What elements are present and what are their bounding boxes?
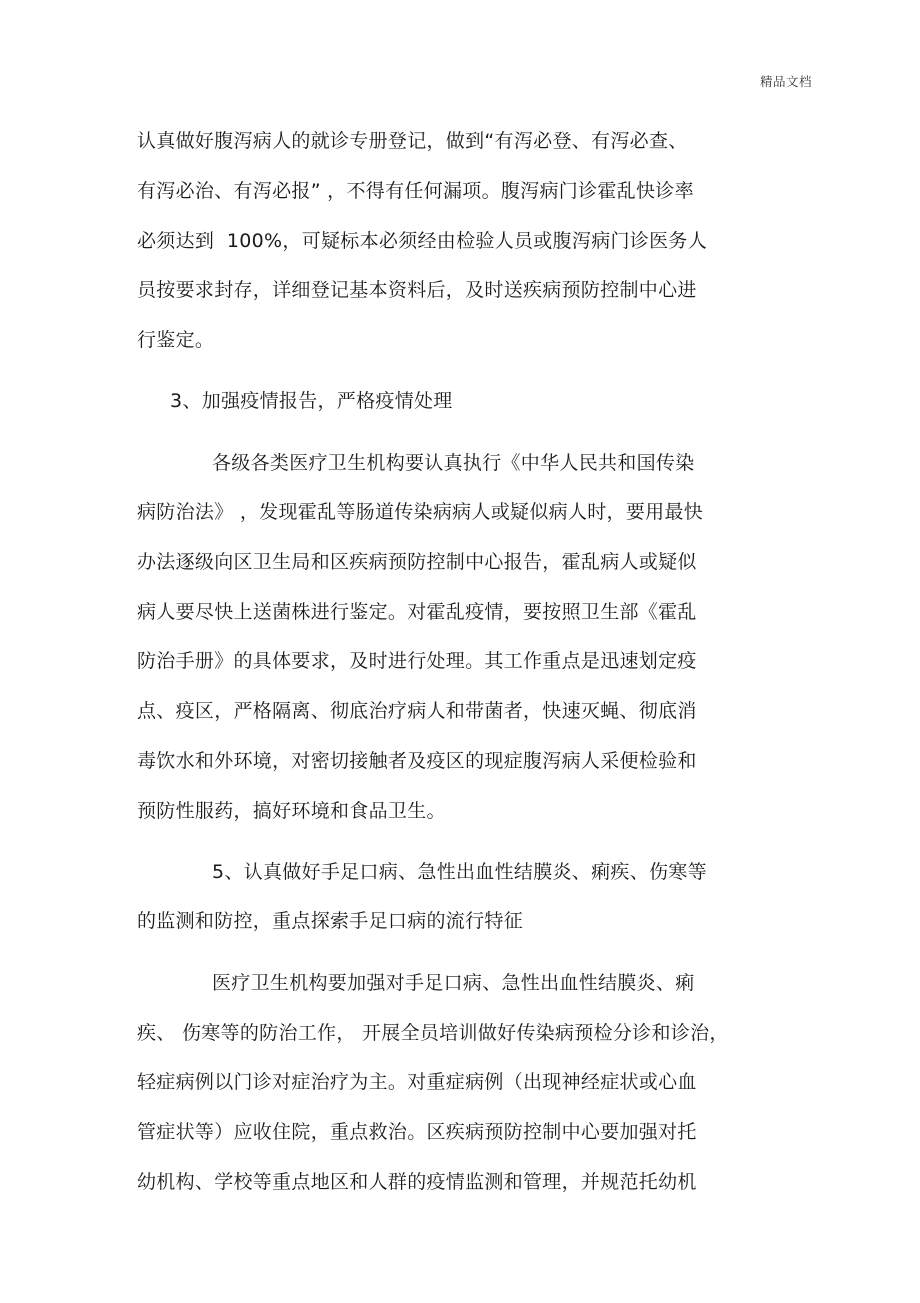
text-line: 医疗卫生机构要加强对手足口病、急性出血性结膜炎、痢 xyxy=(212,972,695,994)
text-line: 轻症病例以门诊对症治疗为主。对重症病例（出现神经症状或心血 xyxy=(137,1071,697,1093)
text-line: 认真做好腹泻病人的就诊专册登记，做到“有泻必登、有泻必查、 xyxy=(137,130,688,152)
text-line: 病人要尽快上送菌株进行鉴定。对霍乱疫情，要按照卫生部《霍乱 xyxy=(137,601,697,623)
section-heading-cont: 的监测和防控，重点探索手足口病的流行特征 xyxy=(137,910,524,932)
section-heading: 5、认真做好手足口病、急性出血性结膜炎、痢疾、伤寒等 xyxy=(212,861,707,883)
text-line: 各级各类医疗卫生机构要认真执行《中华人民共和国传染 xyxy=(212,452,695,474)
text-line: 点、疫区，严格隔离、彻底治疗病人和带菌者，快速灭蝇、彻底消 xyxy=(137,700,697,722)
text-line: 有泻必治、有泻必报” ，不得有任何漏项。腹泻病门诊霍乱快诊率 xyxy=(137,180,694,202)
text-line: 疾、 伤寒等的防治工作， 开展全员培训做好传染病预检分诊和诊治， xyxy=(137,1022,729,1044)
text-line: 防治手册》的具体要求，及时进行处理。其工作重点是迅速划定疫 xyxy=(137,650,697,672)
text-line: 病防治法》 ，发现霍乱等肠道传染病病人或疑似病人时，要用最快 xyxy=(137,501,704,523)
text-line: 必须达到 100%，可疑标本必须经由检验人员或腹泻病门诊医务人 xyxy=(137,230,707,252)
text-line: 预防性服药，搞好环境和食品卫生。 xyxy=(137,800,446,822)
text-line: 办法逐级向区卫生局和区疾病预防控制中心报告，霍乱病人或疑似 xyxy=(137,551,697,573)
text-line: 行鉴定。 xyxy=(137,329,215,351)
text-line: 员按要求封存，详细登记基本资料后，及时送疾病预防控制中心进 xyxy=(137,279,697,301)
header-tag: 精品文档 xyxy=(760,74,813,89)
text-line: 管症状等）应收住院，重点救治。区疾病预防控制中心要加强对托 xyxy=(137,1121,697,1143)
text-line: 幼机构、学校等重点地区和人群的疫情监测和管理，并规范托幼机 xyxy=(137,1171,697,1193)
section-heading: 3、加强疫情报告，严格疫情处理 xyxy=(170,390,453,412)
text-line: 毒饮水和外环境，对密切接触者及疫区的现症腹泻病人采便检验和 xyxy=(137,750,697,772)
